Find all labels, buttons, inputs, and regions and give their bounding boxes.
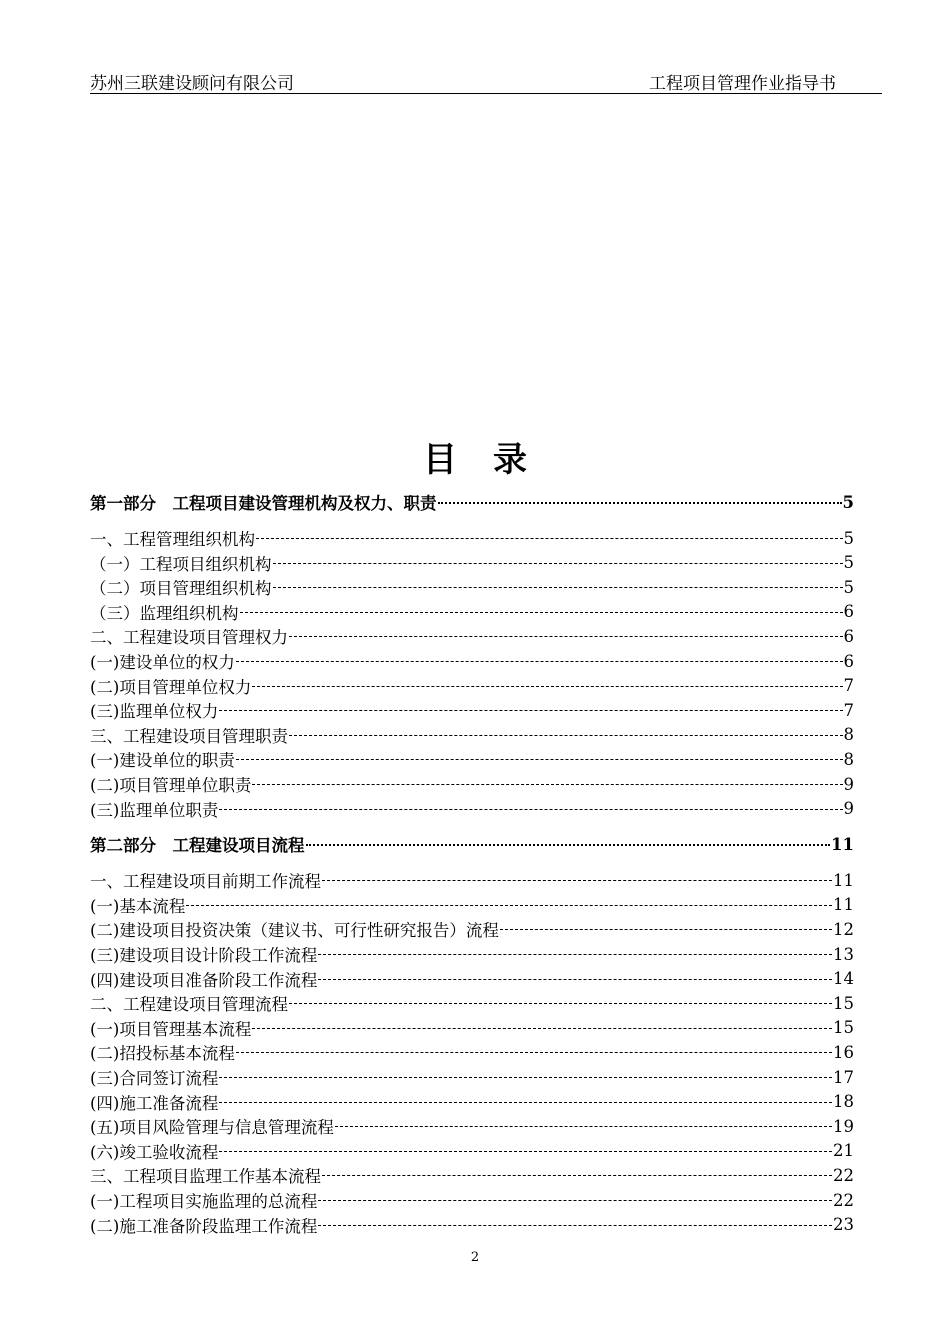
toc-entry[interactable] (90, 1163, 854, 1187)
toc-entry-text: (一)工程项目实施监理的总流程 (90, 1192, 318, 1211)
toc-page-number: 19 (833, 1116, 854, 1136)
toc-entry-text: (一)建设单位的权力 (90, 653, 235, 672)
page-header (90, 66, 882, 94)
toc-entry[interactable] (90, 1114, 854, 1138)
toc-entry[interactable] (90, 551, 854, 575)
toc-leader-line (289, 635, 843, 637)
toc-entry[interactable] (90, 649, 854, 673)
toc-leader-line (236, 758, 843, 760)
toc-page-number: 23 (833, 1215, 854, 1235)
toc-entry[interactable] (90, 600, 854, 624)
toc-entry[interactable] (90, 723, 854, 747)
toc-entry-text: (三)监理单位权力 (90, 702, 219, 722)
toc-leader-line (438, 501, 842, 504)
toc-entry-text: 第二部分 工程建设项目流程 (90, 836, 305, 856)
toc-entry-text: （三）监理组织机构 (90, 603, 239, 623)
toc-page-number: 16 (833, 1042, 854, 1062)
toc-leader-line (318, 978, 832, 980)
toc-entry-text: (二)招投标基本流程 (90, 1044, 235, 1064)
toc-page-number: 5 (843, 577, 854, 597)
toc-entry[interactable] (90, 575, 854, 599)
toc-leader-line (289, 734, 843, 736)
toc-page-number: 9 (843, 774, 854, 794)
header-company: 苏州三联建设顾问有限公司 (90, 74, 294, 94)
toc-entry-text: （一）工程项目组织机构 (90, 554, 272, 574)
toc-leader-line (256, 537, 843, 539)
toc-page-number: 5 (842, 492, 854, 512)
toc-entry-text: (四)施工准备流程 (90, 1093, 219, 1113)
toc-page-number: 22 (833, 1190, 854, 1210)
toc-entry-text: (一)基本流程 (90, 896, 186, 916)
toc-entry[interactable] (90, 893, 854, 917)
toc-leader-line (252, 783, 842, 785)
toc-entry[interactable] (90, 1090, 854, 1114)
toc-entry[interactable] (90, 797, 854, 821)
toc-page-number: 18 (833, 1092, 854, 1112)
toc-page-number: 14 (833, 969, 854, 989)
toc-page-number: 11 (833, 895, 854, 915)
toc-entry-text: 一、工程管理组织机构 (90, 530, 255, 549)
toc-entry-text: (五)项目风险管理与信息管理流程 (90, 1118, 334, 1138)
toc-page-number: 17 (833, 1067, 854, 1087)
toc-page-number: 15 (833, 993, 854, 1013)
toc-entry-text: 二、工程建设项目管理流程 (90, 995, 288, 1015)
toc-part-heading[interactable] (90, 832, 854, 856)
toc-entry[interactable] (90, 772, 854, 796)
toc-leader-line (318, 1224, 832, 1226)
toc-page-number: 22 (833, 1165, 854, 1185)
toc-page-number: 8 (843, 725, 854, 745)
toc-entry-text: 三、工程项目监理工作基本流程 (90, 1167, 321, 1187)
toc-leader-line (252, 1027, 832, 1029)
toc-entry[interactable] (90, 967, 854, 991)
toc-entry[interactable] (90, 1016, 854, 1040)
toc-leader-line (289, 1002, 832, 1004)
toc-entry-text: (三)建设项目设计阶段工作流程 (90, 946, 318, 965)
toc-page-number: 13 (833, 944, 854, 964)
toc-leader-line (273, 562, 843, 564)
toc-leader-line (318, 1199, 832, 1201)
toc-entry[interactable] (90, 917, 854, 941)
toc-page-number: 11 (831, 834, 854, 854)
toc-page-number: 15 (833, 1018, 854, 1038)
toc-page-number: 11 (833, 870, 854, 890)
toc-leader-line (322, 879, 832, 881)
toc-entry[interactable] (90, 1139, 854, 1163)
toc-leader-line (273, 586, 843, 588)
toc-page-number: 6 (843, 651, 854, 671)
toc-leader-line (252, 685, 842, 687)
toc-entry[interactable] (90, 747, 854, 771)
toc-leader-line (219, 1101, 832, 1103)
toc-entry-text: (二)项目管理单位权力 (90, 677, 252, 697)
toc-entry-text: 第一部分 工程项目建设管理机构及权力、职责 (90, 494, 437, 513)
toc-entry[interactable] (90, 624, 854, 648)
toc-entry-text: 三、工程建设项目管理职责 (90, 726, 288, 746)
toc-entry[interactable] (90, 942, 854, 966)
toc-entry-text: 一、工程建设项目前期工作流程 (90, 872, 321, 892)
toc-page-number: 5 (843, 528, 854, 548)
toc-entry-text: (二)建设项目投资决策（建议书、可行性研究报告）流程 (90, 921, 499, 941)
toc-entry-text: 二、工程建设项目管理权力 (90, 628, 288, 648)
toc-entry[interactable] (90, 698, 854, 722)
toc-entry-text: (一)项目管理基本流程 (90, 1019, 252, 1039)
toc-leader-line (219, 709, 842, 711)
toc-entry[interactable] (90, 1065, 854, 1089)
toc-entry-text: (三)监理单位职责 (90, 800, 219, 820)
toc-page-number: 7 (843, 676, 854, 696)
toc-leader-line (240, 611, 843, 613)
toc-title: 目录 (423, 440, 563, 480)
toc-entry-text: (三)合同签订流程 (90, 1069, 219, 1088)
toc-entry[interactable] (90, 868, 854, 892)
toc-entry-text: (四)建设项目准备阶段工作流程 (90, 970, 318, 990)
toc-entry[interactable] (90, 991, 854, 1015)
toc-leader-line (500, 928, 832, 930)
toc-leader-line (219, 1076, 832, 1078)
toc-entry[interactable] (90, 526, 854, 550)
toc-leader-line (219, 808, 842, 810)
toc-leader-line (318, 953, 832, 955)
toc-page-number: 7 (843, 700, 854, 720)
toc-entry[interactable] (90, 674, 854, 698)
toc-leader-line (219, 1150, 832, 1152)
toc-entry[interactable] (90, 1040, 854, 1064)
toc-page-number: 12 (833, 919, 854, 939)
toc-leader-line (306, 843, 831, 846)
page-number: 2 (470, 1250, 480, 1265)
header-doc-title: 工程项目管理作业指导书 (649, 74, 836, 94)
toc-entry-text: (二)项目管理单位职责 (90, 776, 252, 795)
toc-entry-text: （二）项目管理组织机构 (90, 579, 272, 599)
toc-leader-line (322, 1174, 832, 1176)
toc-entry-text: (六)竣工验收流程 (90, 1142, 219, 1162)
toc-leader-line (335, 1125, 832, 1127)
toc-page-number: 6 (843, 626, 854, 646)
toc-page-number: 8 (843, 749, 854, 769)
toc-entry-text: (二)施工准备阶段监理工作流程 (90, 1216, 318, 1236)
toc-leader-line (236, 660, 843, 662)
toc-page-number: 9 (843, 799, 854, 819)
toc-entry-text: (一)建设单位的职责 (90, 751, 235, 771)
toc-page-number: 5 (843, 553, 854, 573)
toc-entry[interactable] (90, 1188, 854, 1212)
toc-leader-line (236, 1051, 832, 1053)
toc-entry[interactable] (90, 1213, 854, 1237)
toc-page-number: 21 (833, 1141, 854, 1161)
toc-part-heading[interactable] (90, 490, 854, 514)
toc-page-number: 6 (843, 602, 854, 622)
toc-leader-line (186, 904, 832, 906)
